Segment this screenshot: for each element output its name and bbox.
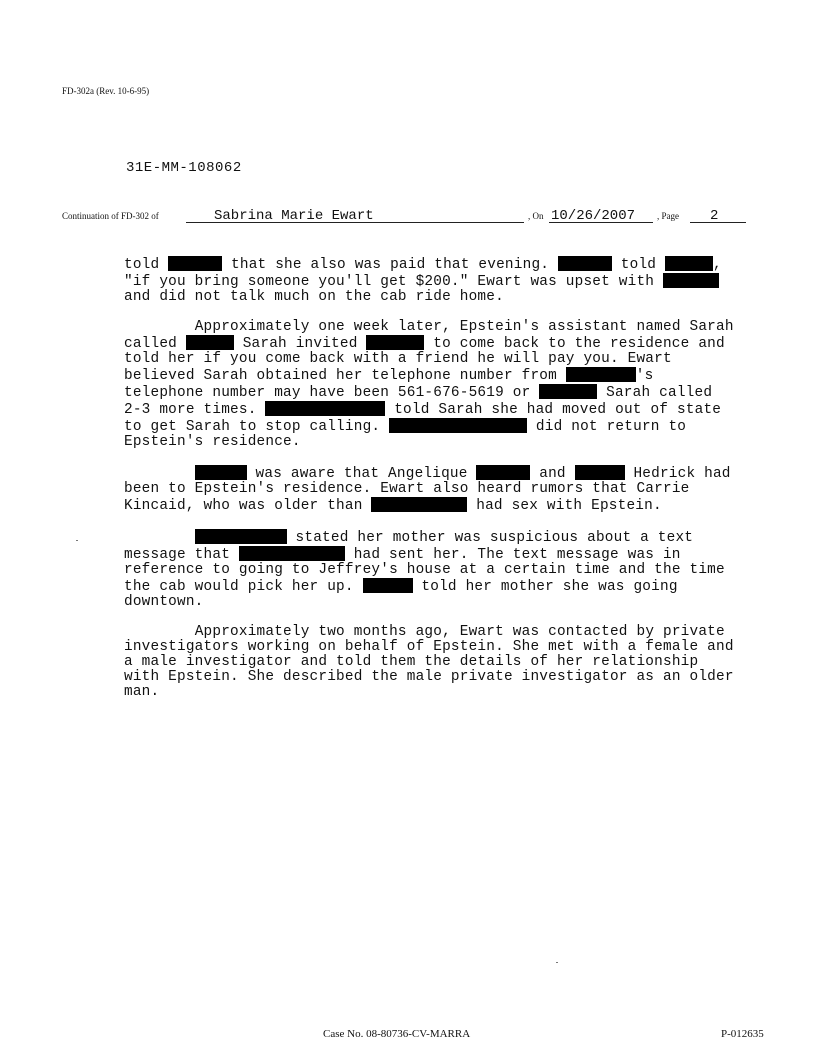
redaction-box [168, 256, 222, 271]
paragraph-4: stated her mother was suspicious about a text message that had sent her. The text message was in reference to going to Jeffrey's house at a certain time and the time the cab would pick her up. told her mother she was going downtown. [124, 530, 734, 610]
redaction-box [195, 465, 247, 480]
redaction-box [239, 546, 345, 561]
subject-underline [186, 222, 524, 223]
interview-date: 10/26/2007 [551, 208, 636, 224]
redaction-box [575, 465, 625, 480]
redaction-box [363, 578, 413, 593]
footer-case-number: Case No. 08-80736-CV-MARRA [323, 1028, 471, 1040]
redaction-box [558, 256, 612, 271]
page-number: 2 [710, 208, 719, 224]
redaction-box [663, 273, 719, 288]
paragraph-3: was aware that Angelique and Hedrick had been to Epstein's residence. Ewart also heard rumors that Carrie Kincaid, who was older than had sex with Epstein. [124, 466, 740, 514]
paragraph-5: Approximately two months ago, Ewart was contacted by private investigators working on behalf of Epstein. She met with a female and a male investigator and told them the details of her relationship with Epstein. She described the male private investigator as an older man. [124, 624, 743, 700]
on-label: , On [528, 211, 544, 221]
redaction-box [566, 367, 636, 382]
redaction-box [476, 465, 530, 480]
form-identifier: FD-302a (Rev. 10-6-95) [62, 86, 150, 96]
page-underline [690, 222, 746, 223]
document-body [124, 256, 743, 715]
speck-mark [76, 540, 78, 541]
date-underline [549, 222, 653, 223]
footer-bates-number: P-012635 [721, 1028, 764, 1040]
paragraph-2: Approximately one week later, Epstein's assistant named Sarah called Sarah invited to come back to the residence and told her if you come back with a friend he will pay you. Ewart believed Sarah obtained her telephone number from 's telephone number may have been 561-676-5619 or Sarah called 2-3 more times. told Sarah she had moved out of state to get Sarah to stop calling. did not return to Epstein's residence. [124, 319, 743, 450]
redaction-box [371, 497, 467, 512]
redaction-box [195, 529, 287, 544]
paragraph-1: told that she also was paid that evening. told , "if you bring someone you'll get $200." Ewart was upset with and did not talk much on the cab ride home. [124, 257, 731, 305]
speck-mark [556, 962, 558, 963]
redaction-box [265, 401, 385, 416]
redaction-box [539, 384, 597, 399]
redaction-box [366, 335, 424, 350]
redaction-box [665, 256, 713, 271]
redaction-box [389, 418, 527, 433]
redaction-box [186, 335, 234, 350]
continuation-label: Continuation of FD-302 of [62, 211, 159, 221]
file-number: 31E-MM-108062 [126, 160, 242, 176]
subject-name: Sabrina Marie Ewart [214, 208, 374, 224]
page-label: , Page [657, 211, 679, 221]
